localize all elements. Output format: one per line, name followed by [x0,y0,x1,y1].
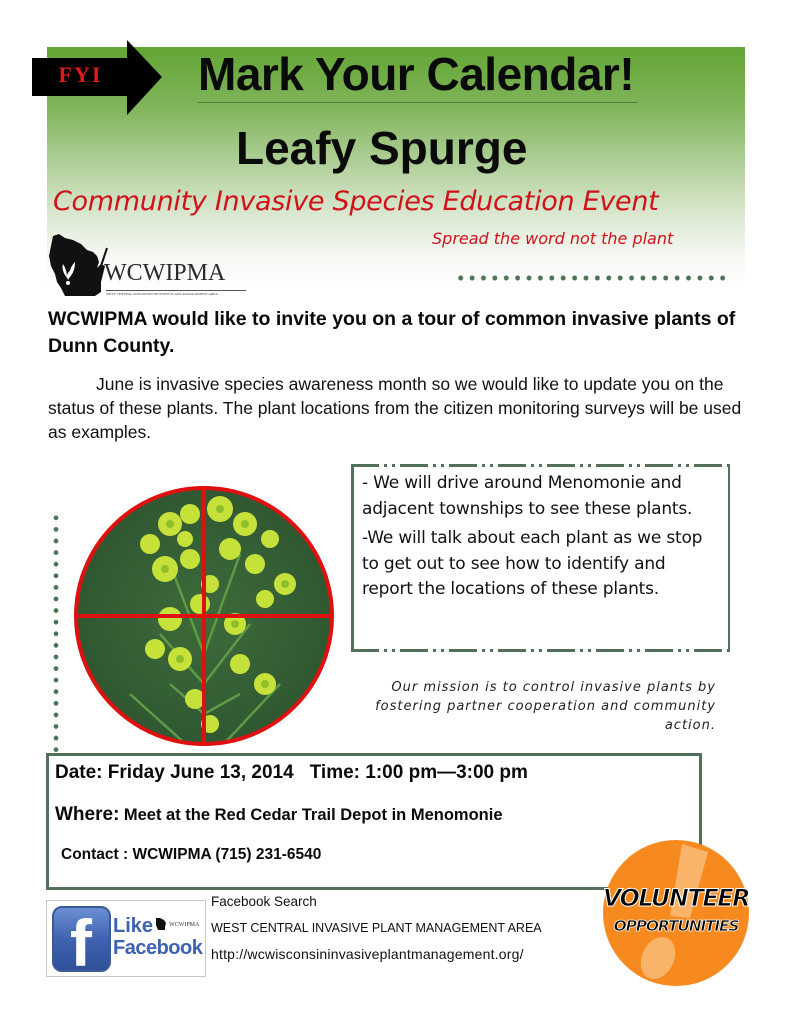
plant-name-title: Leafy Spurge [236,122,528,174]
volunteer-line2: OPPORTUNITIES [613,917,739,935]
event-location-row [55,804,503,826]
where-value: Meet at the Red Cedar Trail Depot in Menomonie [123,806,503,824]
where-label: Where: [55,804,120,825]
dotted-divider-horizontal [455,275,727,281]
facebook-info [211,893,542,963]
facebook-like-badge[interactable] [46,900,206,977]
logo-wordmark: WCWIPMA [104,260,226,286]
fyi-label: FYI [58,62,103,87]
dotted-divider-vertical [53,512,59,752]
facebook-badge-logo-text: WCWIPMA [169,922,200,928]
event-time: Time: 1:00 pm—3:00 pm [309,762,528,783]
organization-name: WEST CENTRAL INVASIVE PLANT MANAGEMENT AREA [211,921,542,935]
event-date: Date: Friday June 13, 2014 [55,762,294,783]
facebook-like-text: Like [113,915,154,937]
event-date-time-row [55,762,528,784]
event-contact: Contact : WCWIPMA (715) 231-6540 [61,846,322,863]
wisconsin-map-icon [155,917,167,931]
facebook-icon: f [52,906,111,972]
volunteer-line1: VOLUNTEER [602,884,750,912]
page-title: Mark Your Calendar! [198,46,638,103]
tagline: Spread the word not the plant [432,229,674,248]
intro-heading: WCWIPMA would like to invite you on a tour of common invasive plants of Dunn County. [48,308,736,357]
leafy-spurge-crosshair-image [70,484,338,748]
mission-statement: Our mission is to control invasive plants by fostering partner cooperation and community action. [375,680,716,733]
website-link[interactable]: http://wcwisconsininvasiveplantmanagement.org/ [211,946,524,962]
intro-paragraph: June is invasive species awareness month so we would like to update you on the status of these plants. The plant locations from the citizen monitoring surveys will be used as examples. [48,374,742,442]
event-title: Community Invasive Species Education Event [53,186,659,217]
volunteer-opportunities-badge[interactable] [598,838,754,988]
detail-item: -We will talk about each plant as we stop to get out to see how to identify and report the locations of these plants. [362,528,703,599]
logo-full-name: WEST CENTRAL WISCONSIN INVASIVE PLANT MANAGEMENT AREA [106,290,246,296]
facebook-word: Facebook [113,937,203,959]
facebook-search-label: Facebook Search [211,894,317,909]
tour-details-box [351,464,731,652]
detail-item: - We will drive around Menomonie and adjacent townships to see these plants. [362,473,693,519]
